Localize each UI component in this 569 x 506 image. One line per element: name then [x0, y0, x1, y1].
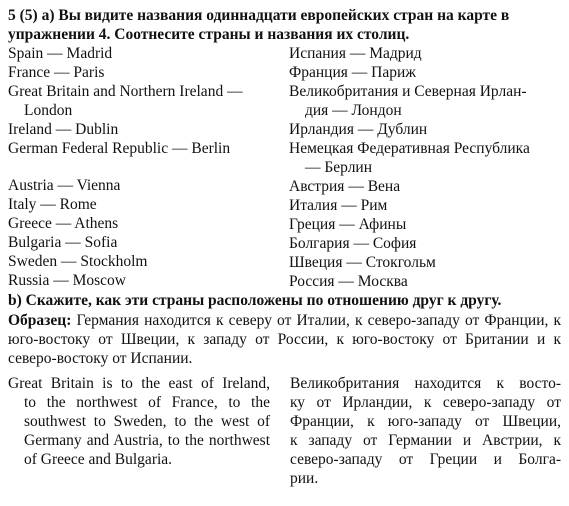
answer-en-line: of Greece and Bulgaria.: [24, 451, 173, 468]
pair-en-line: London: [24, 102, 73, 119]
sample-text: Германия находится к северу от Италии, к северо-западу от Франции, к юго-востоку от Швеции, к западу от России, к юго-востоку от Британии и к северо-востоку от Испании.: [8, 312, 561, 367]
pair-en-line: France — Paris: [8, 64, 105, 81]
pair-en-line: Ireland — Dublin: [8, 121, 119, 138]
pair-en-line: Great Britain and Northern Ireland —: [8, 83, 243, 100]
pair-ru-line: Испания — Мадрид: [289, 45, 422, 62]
answer-en-line: southwest to Sweden, to the west of: [24, 413, 270, 430]
pair-ru-line: Франция — Париж: [289, 64, 416, 81]
pair-en-line: Sweden — Stockholm: [8, 253, 148, 270]
pair-en-line: German Federal Republic — Berlin: [8, 140, 231, 157]
answer-en-line: to the northwest of France, to the: [24, 394, 270, 411]
pair-en-line: Bulgaria — Sofia: [8, 234, 118, 251]
pair-ru-line: Италия — Рим: [289, 197, 388, 214]
sample-paragraph: [8, 311, 561, 368]
pairs-russian-column: [289, 44, 561, 291]
pair-en-line: Spain — Madrid: [8, 45, 113, 62]
answer-ru-line: Великобритания находится к восто-: [290, 375, 561, 392]
pair-ru-line: Болгария — София: [289, 235, 417, 252]
pair-en-line: Greece — Athens: [8, 215, 119, 232]
answer-english: [8, 374, 286, 488]
exercise-heading-a: 5 (5) a) Вы видите названия одиннадцати европейских стран на карте в упражнении 4. Соотнесите страны и названия их столиц.: [8, 7, 510, 43]
answer-ru-line: рии.: [290, 470, 319, 487]
pair-ru-line: — Берлин: [305, 159, 373, 176]
pair-ru-line: Австрия — Вена: [289, 178, 401, 195]
pairs-english-column: [8, 44, 289, 291]
answer-ru-line: к западу от Германии и Австрии, к: [290, 432, 561, 449]
answer-columns: [8, 374, 561, 488]
answer-ru-line: Франции, к юго-западу от Швеции,: [290, 413, 561, 430]
pair-ru-line: дия — Лондон: [305, 102, 402, 119]
pair-en-line: Austria — Vienna: [8, 177, 121, 194]
pair-ru-line: Немецкая Федеративная Республика: [289, 140, 530, 157]
answer-en-line: Germany and Austria, to the northwest: [24, 432, 270, 449]
answer-russian: [286, 374, 561, 488]
pair-ru-line: Великобритания и Северная Ирлан-: [289, 83, 527, 100]
pair-en-line: Russia — Moscow: [8, 272, 126, 289]
country-capital-columns: [8, 44, 561, 291]
pair-ru-line: Греция — Афины: [289, 216, 407, 233]
answer-en-line: Great Britain is to the east of Ireland,: [8, 375, 270, 392]
pair-ru-line: Швеция — Стокгольм: [289, 254, 436, 271]
exercise-heading-b: b) Скажите, как эти страны расположены по отношению друг к другу.: [8, 292, 502, 309]
pair-en-spacer: [8, 158, 289, 176]
pair-en-line: Italy — Rome: [8, 196, 97, 213]
answer-ru-line: северо-западу от Греции и Болга-: [290, 451, 561, 468]
pair-ru-line: Россия — Москва: [289, 273, 408, 290]
pair-ru-line: Ирландия — Дублин: [289, 121, 428, 138]
answer-ru-line: ку от Ирландии, к северо-западу от: [290, 394, 561, 411]
sample-label: Образец:: [8, 312, 72, 329]
